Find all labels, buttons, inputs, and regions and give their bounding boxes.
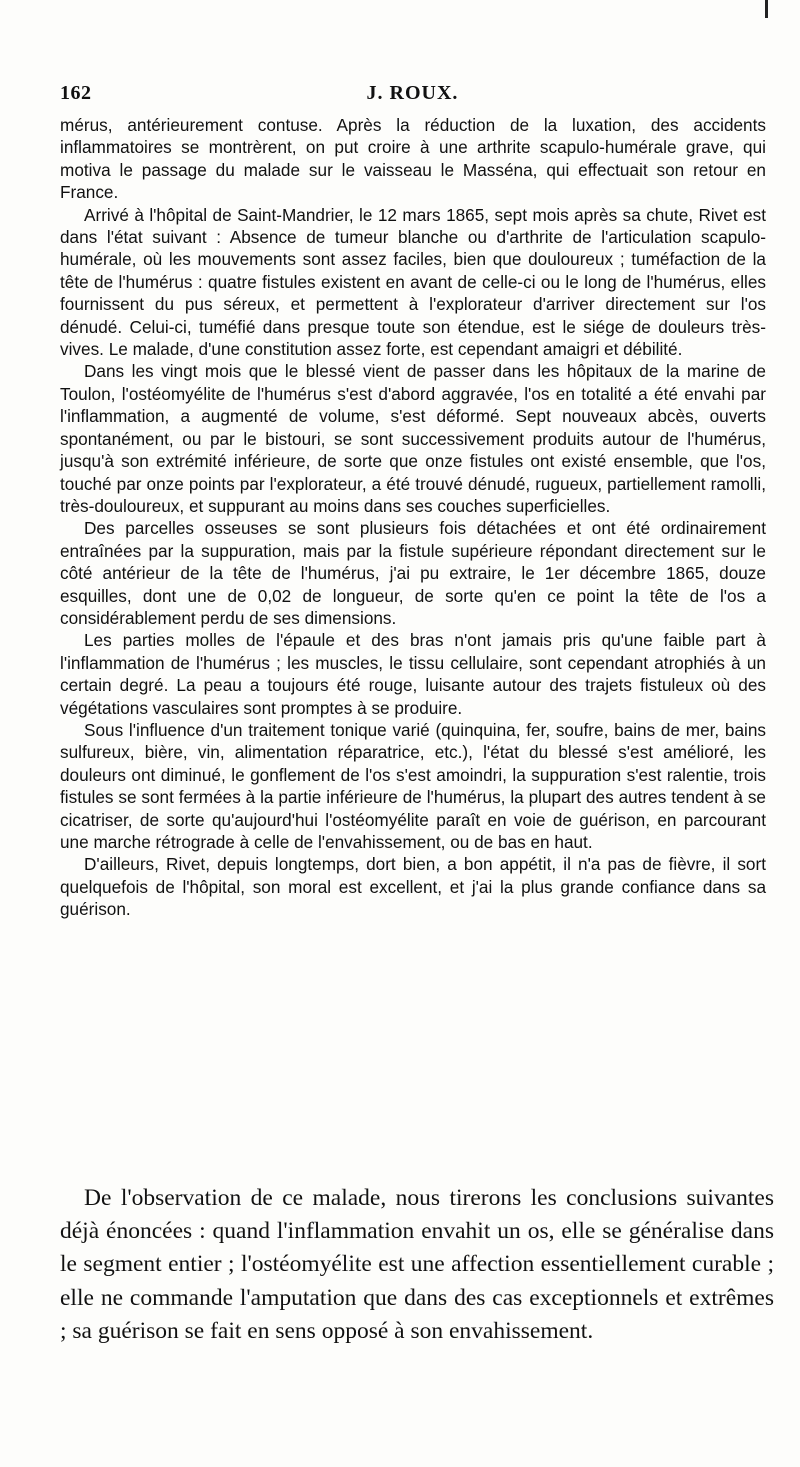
paragraph: Dans les vingt mois que le blessé vient de passer dans les hôpitaux de la marine de Toulon, l'ostéomyélite de l'humérus s'est d'abord aggravée, l'os en totalité a été envahi par l'inflammation, a augmenté de volume, s'est déformé. Sept nouveaux abcès, ouverts spontanément, ou par le bistouri, se sont successivement produits autour de l'humérus, jusqu'à son extrémité inférieure, de sorte que onze fistules ont existé ensemble, que l'os, touché par onze points par l'explorateur, a été trouvé dénudé, rugueux, partiellement ramolli, très-douloureux, et suppurant au moins dans ses couches superficielles. xyxy=(60,361,766,516)
paragraph: Les parties molles de l'épaule et des bras n'ont jamais pris qu'une faible part à l'inflammation de l'humérus ; les muscles, le tissu cellulaire, sont cependant atrophiés à un certain degré. La peau a toujours été rouge, luisante autour des trajets fistuleux où des végétations vasculaires sont promptes à se produire. xyxy=(60,630,766,718)
conclusion-paragraph: De l'observation de ce malade, nous tirerons les conclusions suivantes déjà énoncées : quand l'inflammation envahit un os, elle se généralise dans le segment entier ; l'ostéomyélite est une affection essentiellement curable ; elle ne commande l'amputation que dans des cas exceptionnels et extrêmes ; sa guérison se fait en sens opposé à son envahissement. xyxy=(60,1185,774,1344)
page-number: 162 xyxy=(60,82,92,104)
body-text xyxy=(60,114,766,921)
paragraph: Sous l'influence d'un traitement tonique varié (quinquina, fer, soufre, bains de mer, bains sulfureux, bière, vin, alimentation réparatrice, etc.), l'état du blessé s'est amélioré, les douleurs ont diminué, le gonflement de l'os s'est amoindri, la suppuration s'est ralentie, trois fistules se sont fermées à la partie inférieure de l'humérus, la plupart des autres tendent à se cicatriser, de sorte qu'aujourd'hui l'ostéomyélite paraît en voie de guérison, en parcourant une marche rétrograde à celle de l'envahissement, ou de bas en haut. xyxy=(60,719,766,852)
paragraph: mérus, antérieurement contuse. Après la réduction de la luxation, des accidents inflammatoires se montrèrent, on put croire à une arthrite scapulo-humérale grave, qui motiva le passage du malade sur le vaisseau le Masséna, qui effectuait son retour en France. xyxy=(60,115,766,203)
conclusion-block xyxy=(60,1182,774,1348)
paragraph: D'ailleurs, Rivet, depuis longtemps, dort bien, a bon appétit, il n'a pas de fièvre, il sort quelquefois de l'hôpital, son moral est excellent, et j'ai la plus grande confiance dans sa guérison. xyxy=(60,854,766,920)
paragraph: Des parcelles osseuses se sont plusieurs fois détachées et ont été ordinairement entraînées par la suppuration, mais par la fistule supérieure répondant directement sur le côté antérieur de la tête de l'humérus, j'ai pu extraire, le 1er décembre 1865, douze esquilles, dont une de 0,02 de longueur, de sorte qu'en ce point la tête de l'os a considérablement perdu de ses dimensions. xyxy=(60,518,766,628)
running-head: J. ROUX. xyxy=(366,82,459,104)
page-header xyxy=(60,82,765,110)
paragraph: Arrivé à l'hôpital de Saint-Mandrier, le 12 mars 1865, sept mois après sa chute, Rivet est dans l'état suivant : Absence de tumeur blanche ou d'arthrite de l'articulation scapulo-humérale, où les mouvements sont assez faciles, bien que douloureux ; tuméfaction de la tête de l'humérus : quatre fistules existent en avant de celle-ci ou le long de l'humérus, elles fournissent du pus séreux, et permettent à l'explorateur d'arriver directement sur l'os dénudé. Celui-ci, tuméfié dans presque toute son étendue, est le siége de douleurs très-vives. Le malade, d'une constitution assez forte, est cependant amaigri et débilité. xyxy=(60,204,766,360)
scan-mark xyxy=(765,0,768,18)
